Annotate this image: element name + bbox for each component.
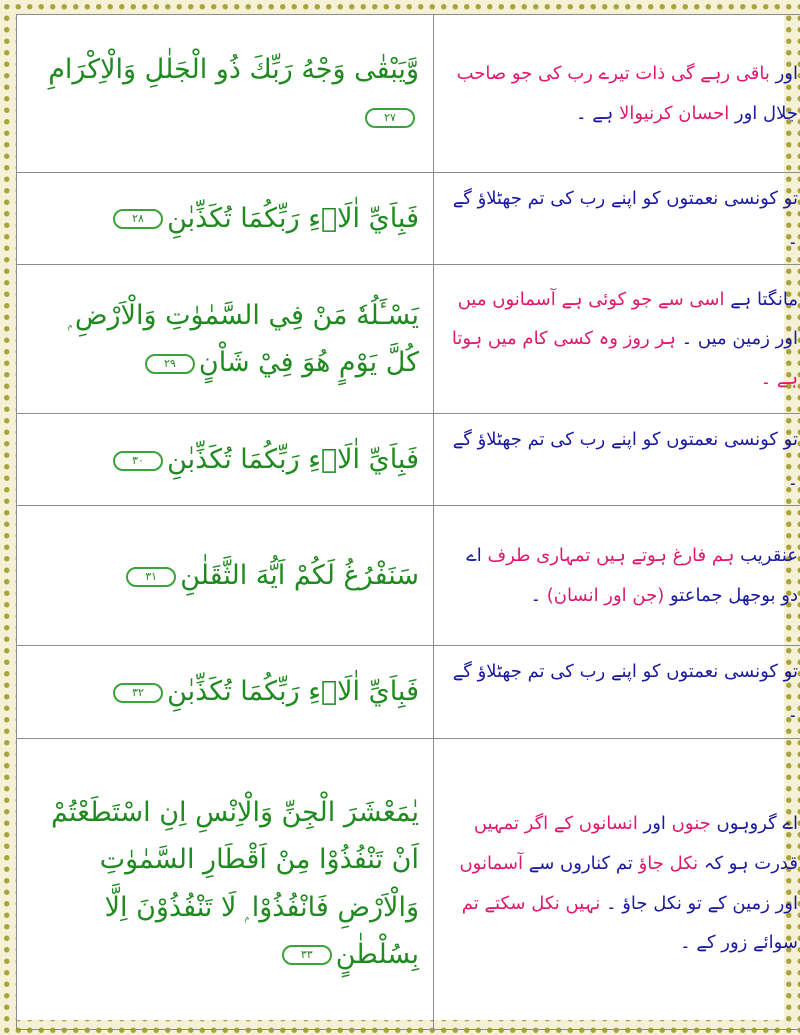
arabic-verse-cell [17,414,434,506]
arabic-verse-text: فَبِاَيِّ اٰلَاۗءِ رَبِّكُمَا تُكَذِّبٰنِ [167,444,419,476]
translation-segment: اور [729,102,764,124]
arabic-verse-text: يَسْـَٔلُهٗ مَنْ فِي السَّمٰوٰتِ وَالْاَرْضِ ۭ كُلَّ يَوْمٍ هُوَ فِيْ شَاْنٍ [68,299,419,379]
arabic-verse-text: فَبِاَيِّ اٰلَاۗءِ رَبِّكُمَا تُكَذِّبٰنِ [167,676,419,708]
arabic-verse-text: فَبِاَيِّ اٰلَاۗءِ رَبِّكُمَا تُكَذِّبٰنِ [167,202,419,234]
verse-row [17,414,800,506]
verse-number-marker: ٣١ [126,567,176,587]
translation-segment: اور [637,813,672,835]
translation-segment: انسانوں کے اگر تمہیں [473,813,638,835]
verse-row [17,506,800,646]
urdu-translation-cell [434,506,800,646]
verse-row [17,265,800,414]
arabic-verse-text: يٰمَعْشَرَ الْجِنِّ وَالْاِنْسِ اِنِ اسْتَطَعْتُمْ اَنْ تَنْفُذُوْا مِنْ اَقْطَارِ السَّمٰوٰتِ وَالْاَرْضِ فَانْفُذُوْا ۭ لَا تَنْفُذُوْنَ اِلَّا بِسُلْطٰنٍ [51,797,419,970]
translation-segment: (جن اور انسان) [546,584,665,606]
translation-segment: نہیں نکل سکتے تم [461,892,601,914]
translation-segment: تو کونسی نعمتوں کو اپنے رب کی تم جھٹلاؤ گے ۔ [452,661,798,722]
verse-number-marker: ٣٢ [113,683,163,703]
translation-segment: اے دو بوجھل جماعتو [466,545,798,606]
arabic-verse-cell [17,265,434,414]
translation-segment: جنوں [671,813,711,835]
translation-segment: تم کناروں سے [522,852,639,874]
arabic-verse-cell [17,506,434,646]
urdu-translation-cell [434,414,800,506]
translation-segment: باقی رہے گی ذات تیرے رب کی جو صاحب [456,62,776,84]
translation-segment: عنقریب [734,545,798,567]
translation-segment: ۔ [530,584,547,606]
verse-number-marker: ٢٨ [113,209,163,229]
translation-segment: اور زمین کے تو نکل جاؤ ۔ [600,892,798,914]
translation-segment: اور زمین میں ۔ [675,328,798,350]
translation-segment: تو کونسی نعمتوں کو اپنے رب کی تم جھٹلاؤ گے ۔ [452,188,798,249]
translation-segment: ہر روز وہ کسی کام میں ہوتا ہے ۔ [451,328,798,389]
verse-number-marker: ٢٩ [145,354,195,374]
verse-row [17,173,800,265]
translation-segment: قدرت ہو کہ [698,852,798,874]
arabic-verse-cell [17,738,434,1029]
translation-segment: اسی سے جو کوئی ہے آسمانوں میں [457,288,725,310]
arabic-verse-cell [17,15,434,173]
translation-segment: جلال [763,102,798,124]
translation-segment: ہے ۔ [575,102,620,124]
urdu-translation-cell [434,738,800,1029]
verse-number-marker: ٢٧ [365,108,415,128]
verse-row [17,646,800,738]
arabic-verse-cell [17,173,434,265]
arabic-verse-cell [17,646,434,738]
verse-table [16,14,800,1030]
verse-sheet [16,14,798,1020]
verse-number-marker: ٣٣ [282,945,332,965]
translation-segment: مانگتا ہے [724,288,798,310]
arabic-verse-text: سَنَفْرُغُ لَكُمْ اَيُّهَ الثَّقَلٰنِ [180,560,419,592]
urdu-translation-cell [434,265,800,414]
translation-segment: ہم فارغ ہوتے ہیں تمہاری طرف [487,545,735,567]
verse-number-marker: ٣٠ [113,451,163,471]
arabic-verse-text: وَّيَبْقٰى وَجْهُ رَبِّكَ ذُو الْجَلٰلِ وَالْاِكْرَامِ [48,54,419,86]
urdu-translation-cell [434,173,800,265]
verse-row [17,738,800,1029]
translation-segment: اے گروہوں [710,813,798,835]
urdu-translation-cell [434,646,800,738]
verse-row [17,15,800,173]
translation-segment: اور [775,62,798,84]
translation-segment: آسمانوں [459,852,523,874]
translation-segment: نکل جاؤ [638,852,699,874]
translation-segment: تو کونسی نعمتوں کو اپنے رب کی تم جھٹلاؤ گے ۔ [452,429,798,490]
translation-segment: احسان کرنیوالا [619,102,730,124]
urdu-translation-cell [434,15,800,173]
translation-segment: سوائے زور کے ۔ [680,932,798,954]
